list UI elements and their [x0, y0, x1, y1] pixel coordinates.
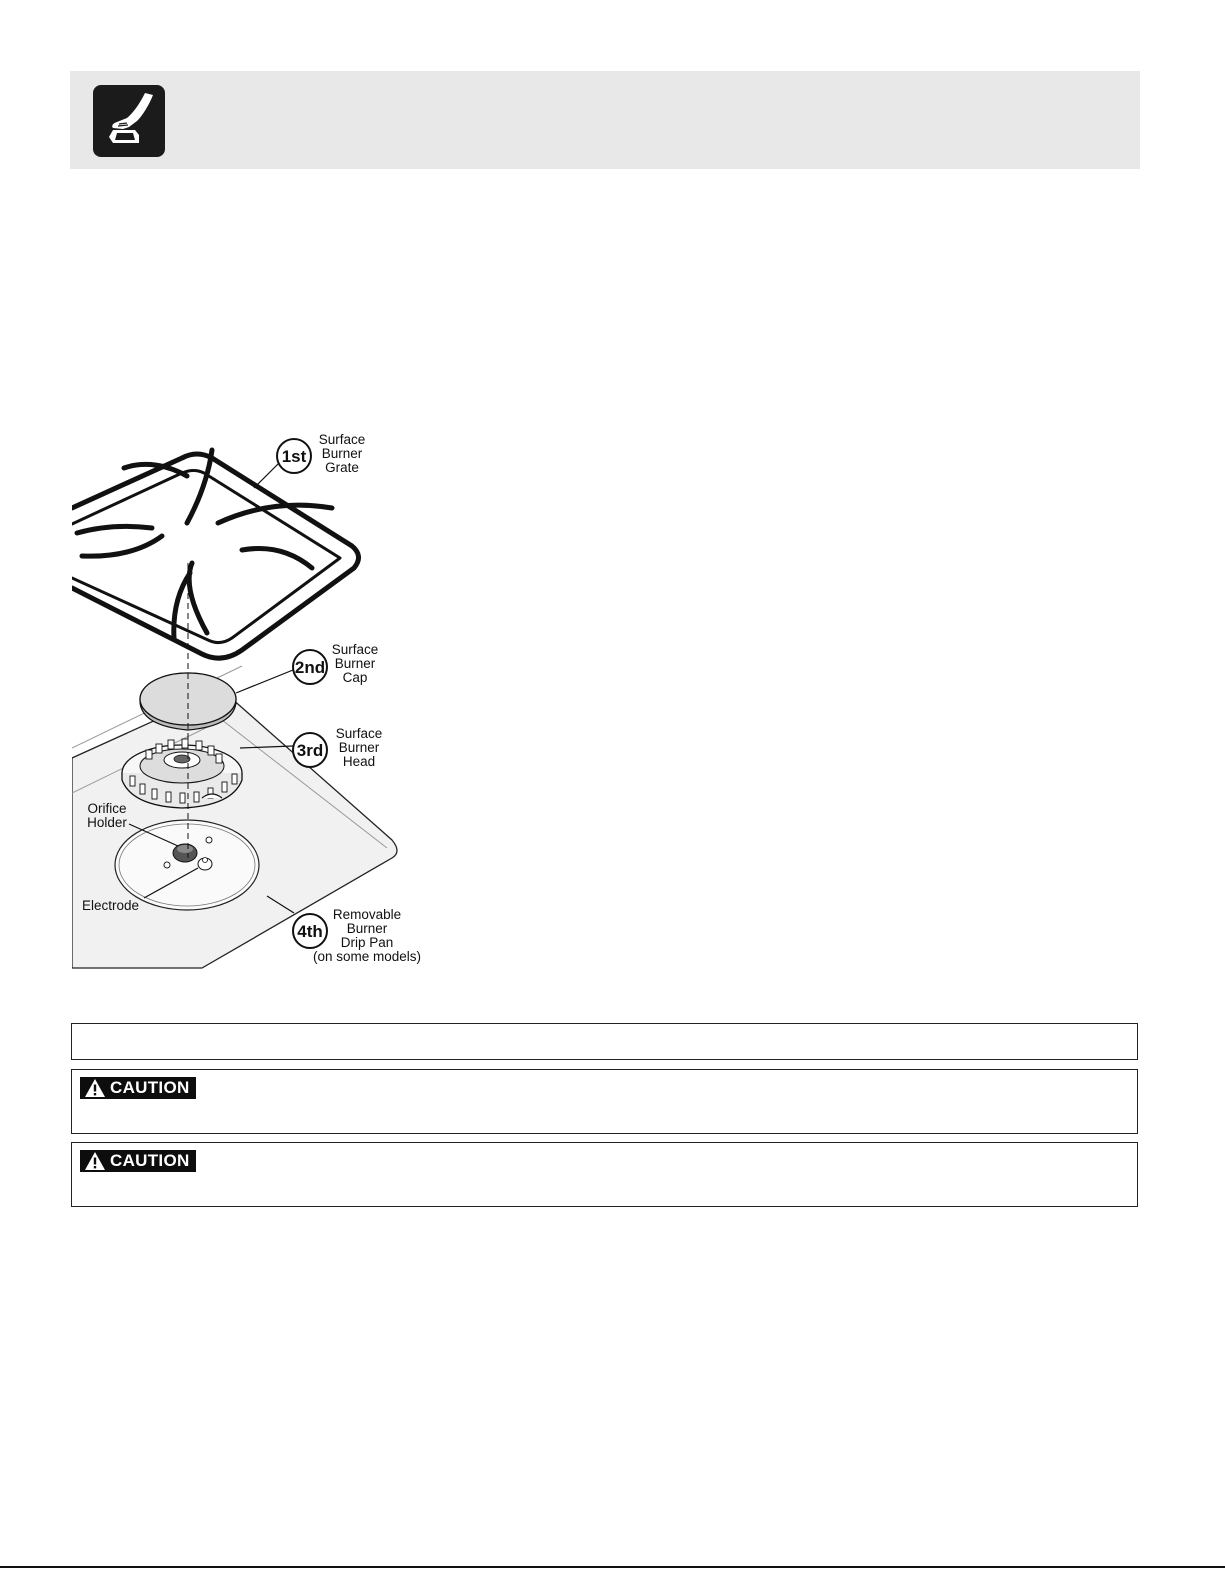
svg-text:Orifice: Orifice — [87, 801, 127, 816]
step-badge-1 — [277, 439, 311, 473]
svg-text:Head: Head — [342, 754, 376, 769]
burner-assembly-diagram — [72, 428, 442, 973]
electrode-label: Electrode — [82, 898, 140, 913]
step-badge-4 — [293, 914, 327, 948]
svg-text:Burner: Burner — [338, 740, 380, 755]
caution-label — [80, 1077, 196, 1099]
svg-text:1st: 1st — [281, 447, 307, 466]
svg-text:Burner: Burner — [321, 446, 363, 461]
footer-rule — [0, 1566, 1225, 1568]
svg-text:(on some models): (on some models) — [312, 949, 422, 964]
svg-text:Drip Pan: Drip Pan — [340, 935, 394, 950]
svg-text:Surface: Surface — [335, 726, 383, 741]
svg-text:3rd: 3rd — [296, 741, 324, 760]
step-label-grate — [319, 432, 366, 475]
svg-text:Holder: Holder — [87, 815, 127, 830]
step-badge-2 — [293, 650, 327, 684]
burner-cap — [140, 673, 236, 730]
svg-text:Grate: Grate — [325, 460, 359, 475]
caution-box-1 — [71, 1069, 1138, 1134]
svg-text:Cap: Cap — [342, 670, 368, 685]
svg-text:Burner: Burner — [346, 921, 388, 936]
warning-triangle-icon — [84, 1078, 106, 1098]
burner-grate — [72, 450, 359, 658]
caution-text: CAUTION — [110, 1151, 190, 1170]
orifice-holder-label — [87, 801, 127, 830]
section-header-band — [70, 71, 1140, 169]
svg-text:4th: 4th — [297, 922, 323, 941]
svg-text:Removable: Removable — [332, 907, 402, 922]
step-badge-3 — [293, 733, 327, 767]
svg-text:Surface: Surface — [331, 642, 379, 657]
svg-text:Surface: Surface — [318, 432, 366, 447]
drip-pan-opening — [115, 820, 259, 910]
svg-text:Burner: Burner — [334, 656, 376, 671]
caution-box-2 — [71, 1142, 1138, 1207]
warning-triangle-icon — [84, 1151, 106, 1171]
svg-text:2nd: 2nd — [294, 658, 326, 677]
caution-text: CAUTION — [110, 1078, 190, 1097]
step-label-drip-pan — [313, 907, 421, 964]
step-label-head — [336, 726, 383, 769]
caution-label — [80, 1150, 196, 1172]
step-label-cap — [332, 642, 379, 685]
hand-cleaning-icon — [93, 85, 165, 157]
note-box — [71, 1023, 1138, 1060]
